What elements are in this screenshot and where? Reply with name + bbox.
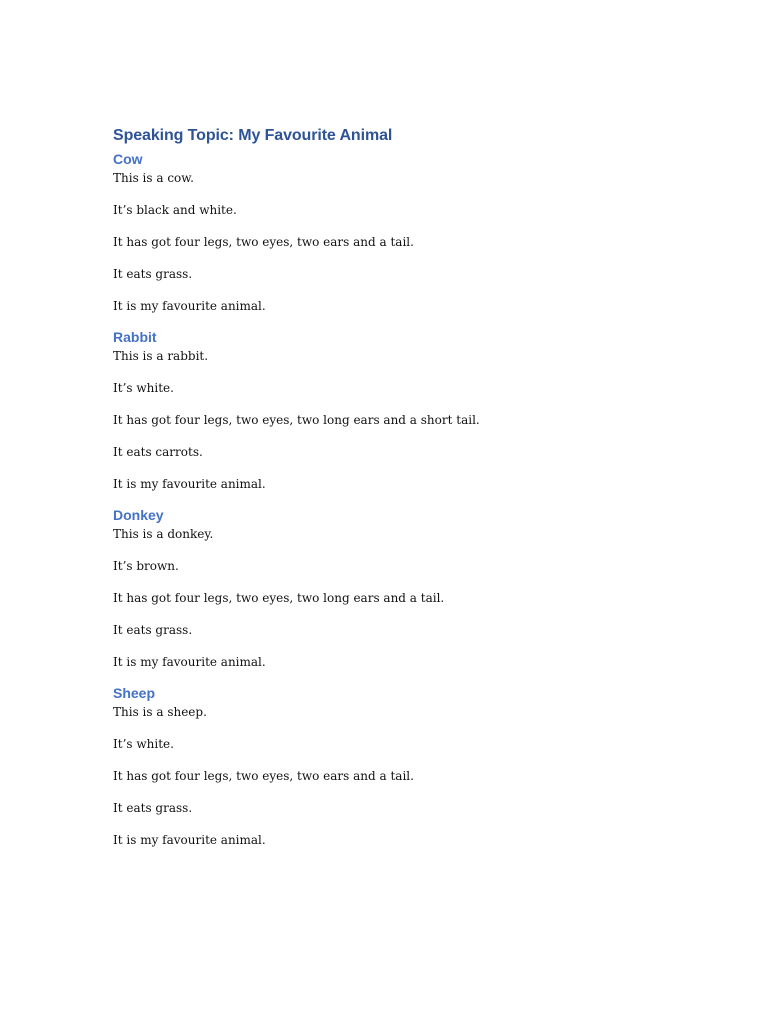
body-line: It’s white.	[113, 381, 174, 395]
document-title: Speaking Topic: My Favourite Animal	[113, 127, 393, 144]
body-line: This is a rabbit.	[113, 349, 209, 363]
section-heading: Cow	[113, 151, 143, 167]
body-line: It eats grass.	[113, 801, 193, 815]
body-line: It is my favourite animal.	[113, 655, 266, 669]
body-line: It’s brown.	[113, 559, 179, 573]
section-sheep	[113, 682, 673, 860]
body-line: It’s white.	[113, 737, 174, 751]
section-donkey	[113, 504, 673, 682]
body-line: It is my favourite animal.	[113, 833, 266, 847]
body-line: This is a donkey.	[113, 527, 214, 541]
section-rabbit	[113, 326, 673, 504]
body-line: It has got four legs, two eyes, two ears and a tail.	[113, 769, 414, 783]
body-line: It eats grass.	[113, 623, 193, 637]
body-line: It has got four legs, two eyes, two ears and a tail.	[113, 235, 414, 249]
body-line: It has got four legs, two eyes, two long ears and a tail.	[113, 591, 445, 605]
body-line: It eats grass.	[113, 267, 193, 281]
body-line: It has got four legs, two eyes, two long ears and a short tail.	[113, 413, 480, 427]
body-line: This is a cow.	[113, 171, 194, 185]
section-heading: Rabbit	[113, 329, 157, 345]
section-cow	[113, 148, 673, 326]
body-line: It is my favourite animal.	[113, 299, 266, 313]
document-page	[113, 124, 673, 860]
body-line: It is my favourite animal.	[113, 477, 266, 491]
section-heading: Donkey	[113, 507, 164, 523]
body-line: This is a sheep.	[113, 705, 207, 719]
body-line: It’s black and white.	[113, 203, 237, 217]
section-heading: Sheep	[113, 685, 156, 701]
body-line: It eats carrots.	[113, 445, 203, 459]
